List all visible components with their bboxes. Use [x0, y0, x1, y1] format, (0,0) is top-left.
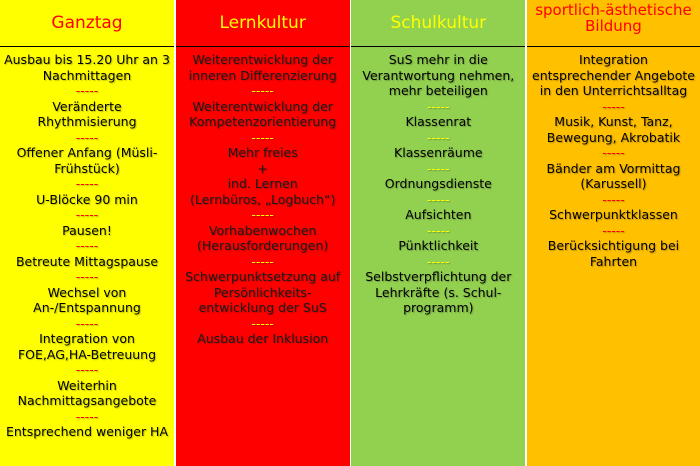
column-list [176, 47, 350, 347]
column-ganztag [0, 0, 174, 466]
list-item: Aufsichten [405, 207, 472, 222]
item-separator: ----- [427, 222, 450, 238]
column-title: sportlich-ästhetische Bildung [535, 1, 692, 35]
list-item: Berücksichtigung bei Fahrten [547, 238, 680, 269]
item-separator: ----- [251, 129, 274, 145]
column-title: Ganztag [51, 12, 123, 33]
column-sportlich-aesthetische-bildung [527, 0, 700, 466]
item-separator: ----- [427, 253, 450, 269]
item-separator: ----- [251, 83, 274, 98]
list-item: Pünktlichkeit [398, 238, 479, 253]
list-item: Selbstverpflichtung der Lehrkräfte (s. Schul-programm) [365, 269, 512, 315]
list-item: Bänder am Vormittag (Karussell) [546, 160, 681, 191]
item-separator: ----- [75, 269, 99, 284]
list-item: Ausbau der Inklusion [197, 331, 329, 346]
column-lernkultur [176, 0, 350, 466]
list-item: Klassenrat [405, 114, 472, 129]
list-item: Klassenräume [394, 145, 483, 160]
list-item: Mehr freies + ind. Lernen (Lernbüros, „Logbuch“) [189, 145, 336, 207]
item-separator: ----- [75, 362, 99, 377]
item-separator: ----- [427, 129, 450, 145]
list-item: Weiterentwicklung der Kompetenzorientierung [189, 98, 337, 129]
list-item: Integration von FOE,AG,HA-Betreuung [17, 331, 157, 362]
list-item: Schwerpunktsetzung auf Persönlichkeits-entwicklung der SuS [185, 269, 341, 315]
item-separator: ----- [75, 408, 99, 424]
item-separator: ----- [75, 207, 99, 222]
item-separator: ----- [427, 160, 450, 176]
item-separator: ----- [602, 98, 625, 114]
list-item: SuS mehr in die Verantwortung nehmen, mehr beteiligen [362, 52, 515, 98]
column-title: Lernkultur [219, 12, 306, 33]
item-separator: ----- [602, 191, 625, 207]
list-item: Wechsel von An-/Entspannung [33, 284, 141, 315]
list-item: Weiterhin Nachmittagsangebote [17, 377, 157, 408]
item-separator: ----- [427, 191, 450, 207]
list-item: Offener Anfang (Müsli-Frühstück) [16, 145, 158, 176]
list-item: Pausen! [62, 222, 112, 238]
item-separator: ----- [602, 145, 625, 160]
list-item: Vorhabenwochen (Herausforderungen) [197, 222, 329, 253]
column-title: Schulkultur [390, 12, 487, 33]
item-separator: ----- [75, 315, 99, 331]
list-item: U-Blöcke 90 min [36, 191, 138, 207]
item-separator: ----- [75, 176, 99, 191]
list-item: Veränderte Rhythmisierung [37, 98, 137, 129]
item-separator: ----- [427, 98, 450, 114]
item-separator: ----- [251, 207, 274, 222]
item-separator: ----- [602, 222, 625, 238]
item-separator: ----- [75, 129, 99, 145]
list-item: Schwerpunktklassen [549, 207, 678, 222]
item-separator: ----- [251, 315, 274, 331]
list-item: Musik, Kunst, Tanz, Bewegung, Akrobatik [546, 114, 681, 145]
list-item: Ordnungsdienste [384, 176, 492, 191]
item-separator: ----- [251, 253, 274, 269]
list-item: Ausbau bis 15.20 Uhr an 3 Nachmittagen [4, 52, 170, 83]
column-list [0, 47, 174, 440]
column-list [527, 47, 700, 269]
list-item: Entsprechend weniger HA [5, 424, 169, 439]
item-separator: ----- [75, 83, 99, 98]
list-item: Weiterentwicklung der inneren Differenzierung [188, 52, 337, 83]
list-item: Integration entsprechender Angebote in den Unterrichtsalltag [532, 52, 695, 98]
list-item: Betreute Mittagspause [15, 253, 159, 269]
column-schulkultur [351, 0, 525, 466]
item-separator: ----- [75, 238, 99, 253]
column-list [351, 47, 525, 316]
